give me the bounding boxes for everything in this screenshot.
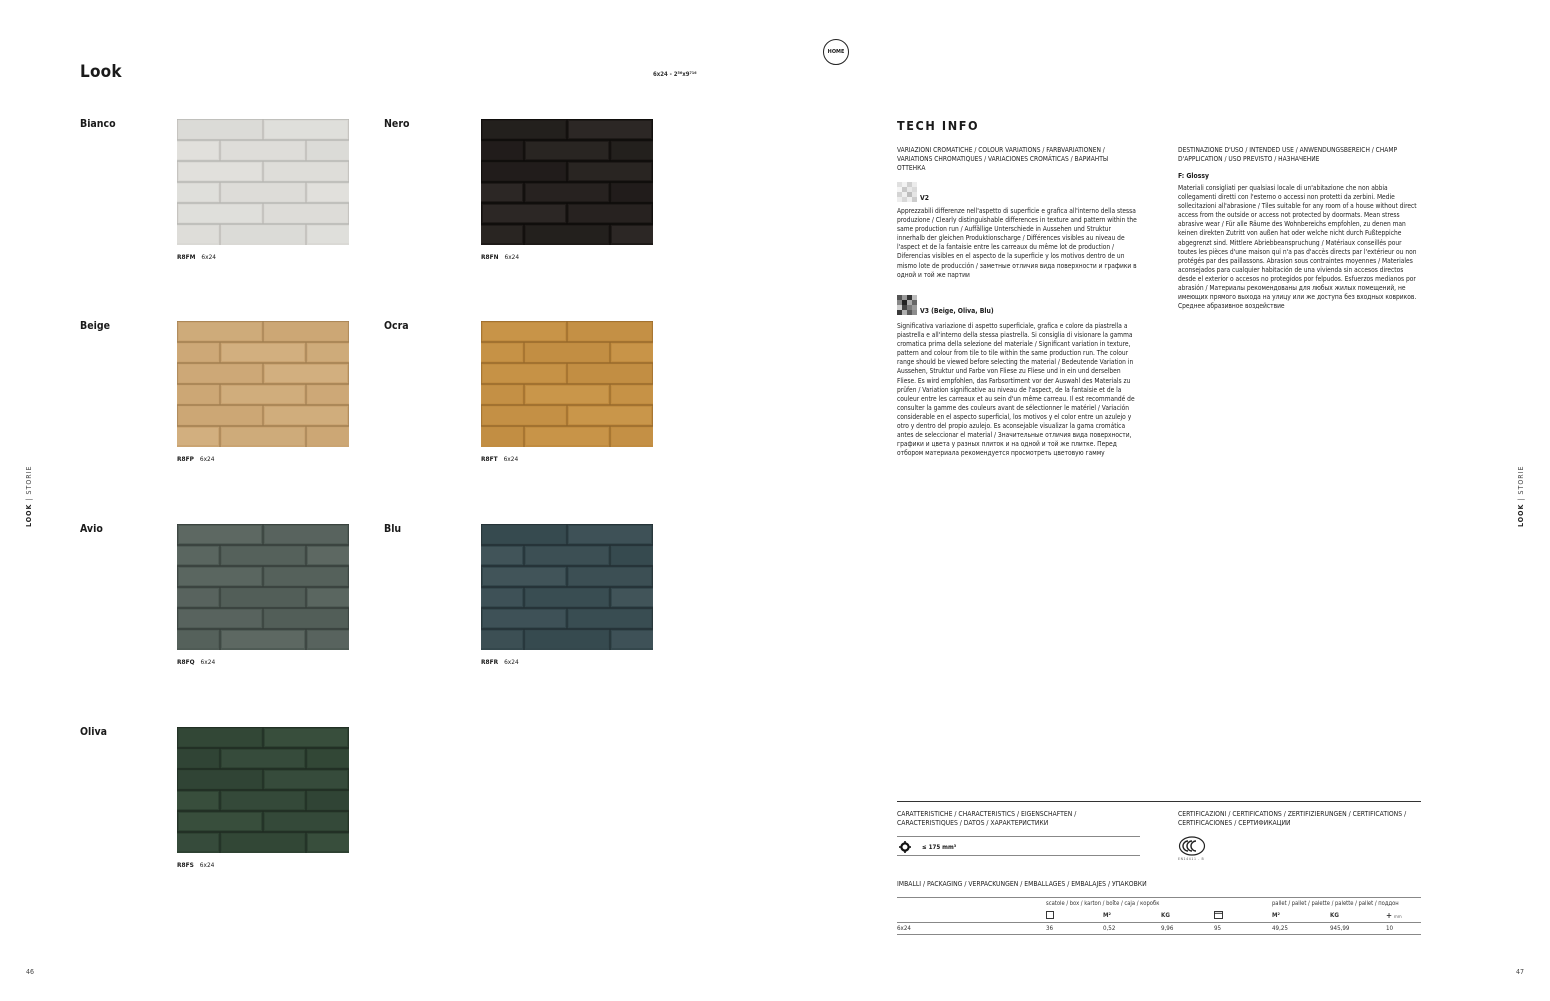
product-code (481, 253, 519, 261)
row-pallet-m2: 49,25 (1272, 924, 1288, 932)
thickness-header: + mm (1386, 911, 1402, 921)
thickness-plus-icon: + (1386, 911, 1393, 921)
product-code (481, 455, 518, 463)
product-code (177, 253, 216, 261)
product-code-id: R8FN (481, 253, 499, 261)
product-code-id: R8FT (481, 455, 498, 463)
product-code (177, 455, 214, 463)
row-format: 6x24 (897, 924, 911, 932)
color-name: Blu (384, 523, 402, 535)
pallet-icon (1214, 910, 1272, 922)
page-title: Look (80, 62, 122, 82)
packaging-group-row (897, 898, 1421, 910)
intended-use-text: Materiali consigliati per qualsiasi locale di un'abitazione che non abbia collegamenti diretti con l'esterno o accessi non protetti da zerbini. Medie sollecitazioni all'abrasione / Tiles suitable for any room of a house without direct access from the outside or access not protected by doormats. Mean stress abrasive wear / Für alle Räume des Wohnbereichs empfohlen, zu denen man keinen direkten Zutritt von außen hat oder welche nicht durch Fußteppiche abgegrenzt sind. Mittlere Abriebbeanspruchung / Matériaux conseillés pour toutes les pièces d'une maison qui n'a pas d'accès directs par l'extérieur ou non protégés par des paillassons. Abrasion sous contraintes moyennes / Materiales aconsejados para cualquier habitación de una vivienda sin accesos directos desde el exterior o accesos no protegidos por felpudos. Esfuerzos medianos por abrasión / Материалы рекомендованы для любых жилых помещений, не имеющих прямого выхода на улицу или же доступа без входных ковриков. Среднее абразивное воздействие (1178, 184, 1417, 311)
box-icon (1046, 910, 1103, 922)
product-code-id: R8FM (177, 253, 196, 261)
cert-caption: EN14411 - B (1178, 857, 1205, 861)
tile-swatch-image (177, 727, 349, 853)
characteristics-rule-top (897, 836, 1140, 837)
row-box-kg: 9,96 (1161, 924, 1174, 932)
v3-header (897, 295, 994, 315)
row-pallet-boxes: 95 (1214, 924, 1222, 932)
packaging-header-row (897, 910, 1421, 922)
color-name: Oliva (80, 726, 108, 738)
v2-pattern-icon (897, 182, 917, 202)
top-rule (897, 801, 1421, 802)
pallet-group-label: pallet / pallet / palette / palette / pallet / поддон (1272, 901, 1399, 907)
page-number-right: 47 (1516, 968, 1525, 976)
product-code (177, 658, 215, 666)
packaging-table (897, 898, 1421, 935)
intended-use-sub: F: Glossy (1178, 172, 1209, 180)
color-name: Avio (80, 523, 103, 535)
side-label-right: LOOK | STORIE (1517, 465, 1525, 527)
tile-swatch-image (177, 119, 349, 245)
product-code-id: R8FS (177, 861, 194, 869)
tile-swatch-image (481, 321, 653, 447)
color-name: Beige (80, 320, 111, 332)
variations-heading: VARIAZIONI CROMATICHE / COLOUR VARIATIONS / FARBVARIATIONEN / VARIATIONS CHROMATIQUES / VARIACIONES CROMÁTICAS / ВАРИАНТЫ ОТТЕНКА (897, 146, 1109, 173)
v2-text: Apprezzabili differenze nell'aspetto di superficie e grafica all'interno della stessa produzione / Clearly distinguishable differences in texture and pattern within the same production run / Auffällige Unterschiede in Aussehen und Struktur innerhalb der gleichen Produktionscharge / Différences visibles au niveau de l'aspect et de la fantaisie entre les carreaux du même lot de production / Diferencias visibles en el aspecto de la superficie y los motivos dentro de un mismo lote de producción / заметные отличия вида поверхности и графики в одной и той же партии (897, 207, 1137, 279)
page-number-left: 46 (26, 968, 35, 976)
tile-swatch-image (177, 321, 349, 447)
color-name: Bianco (80, 118, 116, 130)
v2-header (897, 182, 929, 202)
size-note: 6x24 - 2⁵⁶x9⁷¹⁶ (653, 71, 697, 78)
certifications-heading: CERTIFICAZIONI / CERTIFICATIONS / ZERTIFIZIERUNGEN / CERTIFICATIONS / CERTIFICACIONES / СЕРТИФИКАЦИИ (1178, 810, 1407, 827)
product-size: 6x24 (199, 861, 215, 869)
product-size: 6x24 (503, 455, 519, 463)
packaging-data-row (897, 922, 1421, 934)
product-size: 6x24 (200, 658, 216, 666)
box-group-label: scatole / box / karton / boîte / caja / коробк (1046, 901, 1160, 907)
box-m2-header: M² (1103, 912, 1111, 920)
cert-logo-icon (1178, 836, 1206, 856)
v2-label: V2 (920, 194, 929, 202)
v3-label: V3 (Beige, Oliva, Blu) (920, 307, 994, 315)
tile-swatch-image (481, 119, 653, 245)
v3-text: Significativa variazione di aspetto superficiale, grafica e colore da piastrella a piastrella e all'interno della stessa piastrella. Si consiglia di visionare la gamma cromatica prima della selezione del materiale / Significant variation in texture, pattern and colour from tile to tile within the same production run. The colour range should be viewed before selecting the material / Bedeutende Variation in Aussehen, Struktur und Farbe von Fliese zu Fliese und in ein und derselben Fliese. Es wird empfohlen, das Farbsortiment vor der Auswahl des Materials zu prüfen / Variation significative au niveau de l'aspect, de la fantaisie et de la couleur entre les carreaux et au sein d'un même carreau. Il est recommandé de consulter la gamme des couleurs avant de sélectionner le matériel / Variación considerable en el aspecto superficial, los motivos y el color entre un azulejo y otro y dentro del propio azulejo. Es aconsejable visualizar la gama cromática antes de seleccionar el material / Значительные отличия вида поверхности, графики и цвета у разных плиток и на одной и той же плитке. Перед отбором материала рекомендуется просмотреть цветовую гамму (897, 322, 1135, 458)
product-code-id: R8FQ (177, 658, 195, 666)
packaging-table-wrap (897, 898, 1421, 935)
product-size: 6x24 (201, 253, 217, 261)
color-name: Nero (384, 118, 410, 130)
characteristic-value: ≤ 175 mm³ (922, 844, 957, 851)
tile-swatch-image (481, 524, 653, 650)
row-thickness: 10 (1386, 924, 1394, 932)
row-pallet-kg: 945,99 (1330, 924, 1350, 932)
row-box-m2: 0,52 (1103, 924, 1116, 932)
packaging-heading: IMBALLI / PACKAGING / VERPACKUNGEN / EMBALLAGES / EMBALAJES / УПАКОВКИ (897, 880, 1147, 888)
box-kg-header: KG (1161, 912, 1170, 920)
characteristics-heading: CARATTERISTICHE / CHARACTERISTICS / EIGENSCHAFTEN / CARACTERISTIQUES / DATOS / ХАРАКТЕРИСТИКИ (897, 810, 1077, 827)
tech-info-title: TECH INFO (897, 118, 980, 133)
product-size: 6x24 (199, 455, 215, 463)
row-box-pcs: 36 (1046, 924, 1054, 932)
color-name: Ocra (384, 320, 409, 332)
tile-swatch-image (177, 524, 349, 650)
product-code (481, 658, 519, 666)
pallet-kg-header: KG (1330, 912, 1339, 920)
product-code-id: R8FR (481, 658, 499, 666)
product-code-id: R8FP (177, 455, 194, 463)
home-button[interactable]: HOME (823, 39, 849, 65)
pallet-m2-header: M² (1272, 912, 1280, 920)
product-code (177, 861, 214, 869)
side-label-left: LOOK | STORIE (25, 465, 33, 527)
product-size: 6x24 (504, 253, 520, 261)
v3-pattern-icon (897, 295, 917, 315)
product-size: 6x24 (504, 658, 519, 666)
characteristics-rule-bottom (897, 855, 1140, 856)
intended-use-heading: DESTINAZIONE D'USO / INTENDED USE / ANWENDUNGSBEREICH / CHAMP D'APPLICATION / USO PREVISTO / НАЗНАЧЕНИЕ (1178, 146, 1398, 164)
